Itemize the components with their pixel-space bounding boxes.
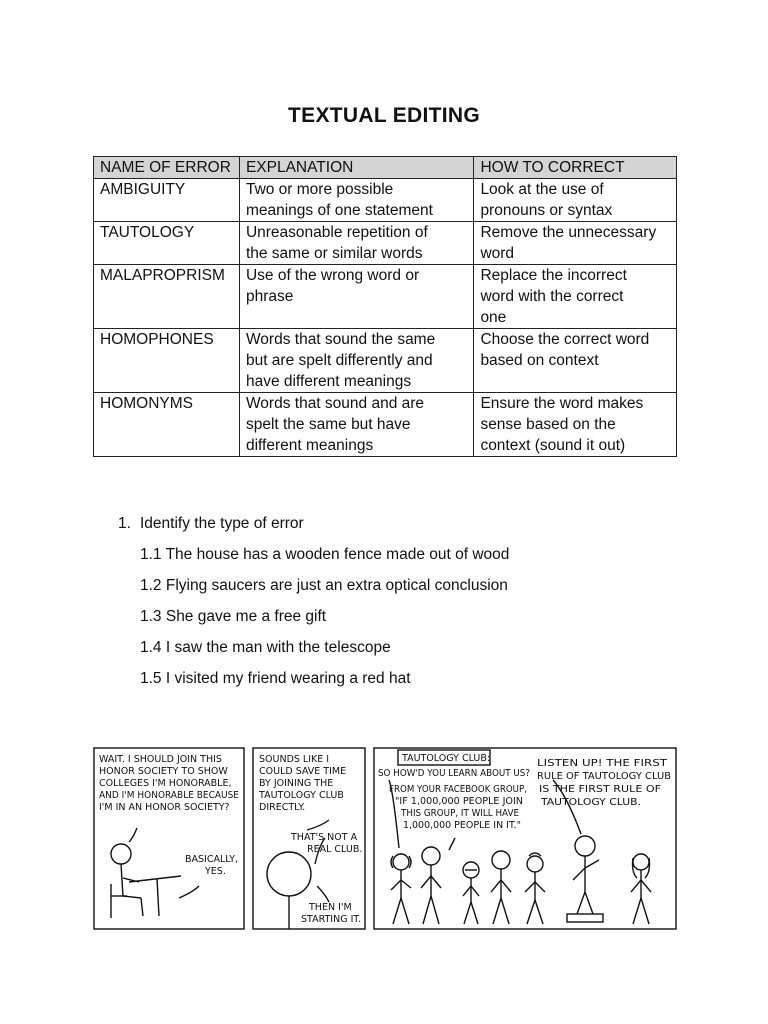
table-row (94, 329, 677, 393)
explanation-cell: Words that sound the same but are spelt differently and have different meanings (239, 329, 473, 393)
panel1-speech-line: HONOR SOCIETY TO SHOW (99, 766, 228, 777)
question-heading-text: Identify the type of error (140, 515, 304, 532)
question-item: 1.3 She gave me a free gift (140, 608, 327, 625)
table-header-row (94, 157, 677, 179)
correction-cell: Ensure the word makes sense based on the context (sound it out) (474, 393, 677, 457)
explanation-cell: Use of the wrong word or phrase (239, 265, 473, 329)
header-name-of-error: NAME OF ERROR (94, 157, 240, 179)
explanation-cell: Two or more possible meanings of one statement (239, 179, 473, 222)
panel3-answer-line: "IF 1,000,000 PEOPLE JOIN (395, 796, 523, 807)
panel3-answer-line: 1,000,000 PEOPLE IN IT." (403, 820, 521, 831)
error-table (93, 156, 677, 457)
club-members-figures (391, 836, 651, 924)
correction-cell: Replace the incorrect word with the correct one (474, 265, 677, 329)
panel2-speech-line: COULD SAVE TIME (259, 766, 347, 777)
panel3-caption: TAUTOLOGY CLUB: (402, 753, 491, 764)
page-title: TEXTUAL EDITING (288, 104, 480, 127)
panel3-leader-line: RULE OF TAUTOLOGY CLUB (537, 771, 671, 782)
panel1-reply-line: YES. (205, 866, 226, 877)
correction-cell: Look at the use of pronouns or syntax (474, 179, 677, 222)
panel3-leader-line: LISTEN UP! THE FIRST (537, 758, 668, 769)
panel2-speech-line: DIRECTLY. (259, 802, 306, 813)
tautology-comic (93, 746, 677, 931)
comic-lettering (99, 753, 671, 925)
correction-cell: Remove the unnecessary word (474, 222, 677, 265)
table-row (94, 179, 677, 222)
panel3-answer-line: THIS GROUP, IT WILL HAVE (400, 808, 519, 819)
question-item: 1.4 I saw the man with the telescope (140, 639, 391, 656)
question-heading (118, 514, 509, 534)
table-row (94, 265, 677, 329)
panel2-reply2-line: STARTING IT. (301, 914, 362, 925)
question-list (118, 514, 509, 700)
table-row (94, 393, 677, 457)
panel2-reply-line: THAT'S NOT A (291, 832, 358, 843)
header-how-to-correct: HOW TO CORRECT (474, 157, 677, 179)
table-row (94, 222, 677, 265)
panel1-speech-line: AND I'M HONORABLE BECAUSE (99, 790, 239, 801)
panel3-answer-line: FROM YOUR FACEBOOK GROUP, (389, 784, 527, 795)
question-item: 1.5 I visited my friend wearing a red hat (140, 670, 411, 687)
question-number: 1. (118, 515, 131, 532)
panel3-question: SO HOW'D YOU LEARN ABOUT US? (378, 768, 530, 779)
question-item: 1.2 Flying saucers are just an extra optical conclusion (140, 577, 508, 594)
student-at-desk-figure (111, 844, 181, 918)
comic-strip-svg (93, 746, 677, 931)
question-item: 1.1 The house has a wooden fence made out of wood (140, 546, 510, 563)
header-explanation: EXPLANATION (239, 157, 473, 179)
error-name-cell: TAUTOLOGY (94, 222, 240, 265)
correction-cell: Choose the correct word based on context (474, 329, 677, 393)
panel2-reply2-line: THEN I'M (309, 902, 352, 913)
panel1-speech-line: WAIT. I SHOULD JOIN THIS (99, 754, 222, 765)
panel2-speech-line: BY JOINING THE (259, 778, 334, 789)
error-name-cell: HOMONYMS (94, 393, 240, 457)
panel2-reply-line: REAL CLUB. (307, 844, 363, 855)
panel3-leader-line: IS THE FIRST RULE OF (539, 784, 661, 795)
panel3-leader-line: TAUTOLOGY CLUB. (539, 797, 641, 808)
error-name-cell: AMBIGUITY (94, 179, 240, 222)
panel1-reply-line: BASICALLY, (185, 854, 239, 865)
panel1-speech-line: COLLEGES I'M HONORABLE, (99, 778, 232, 789)
panel2-speech-line: SOUNDS LIKE I (259, 754, 330, 765)
error-name-cell: HOMOPHONES (94, 329, 240, 393)
panel2-speech-line: TAUTOLOGY CLUB (259, 790, 344, 801)
error-name-cell: MALAPROPRISM (94, 265, 240, 329)
explanation-cell: Unreasonable repetition of the same or similar words (239, 222, 473, 265)
explanation-cell: Words that sound and are spelt the same but have different meanings (239, 393, 473, 457)
panel1-speech-line: I'M IN AN HONOR SOCIETY? (99, 802, 230, 813)
